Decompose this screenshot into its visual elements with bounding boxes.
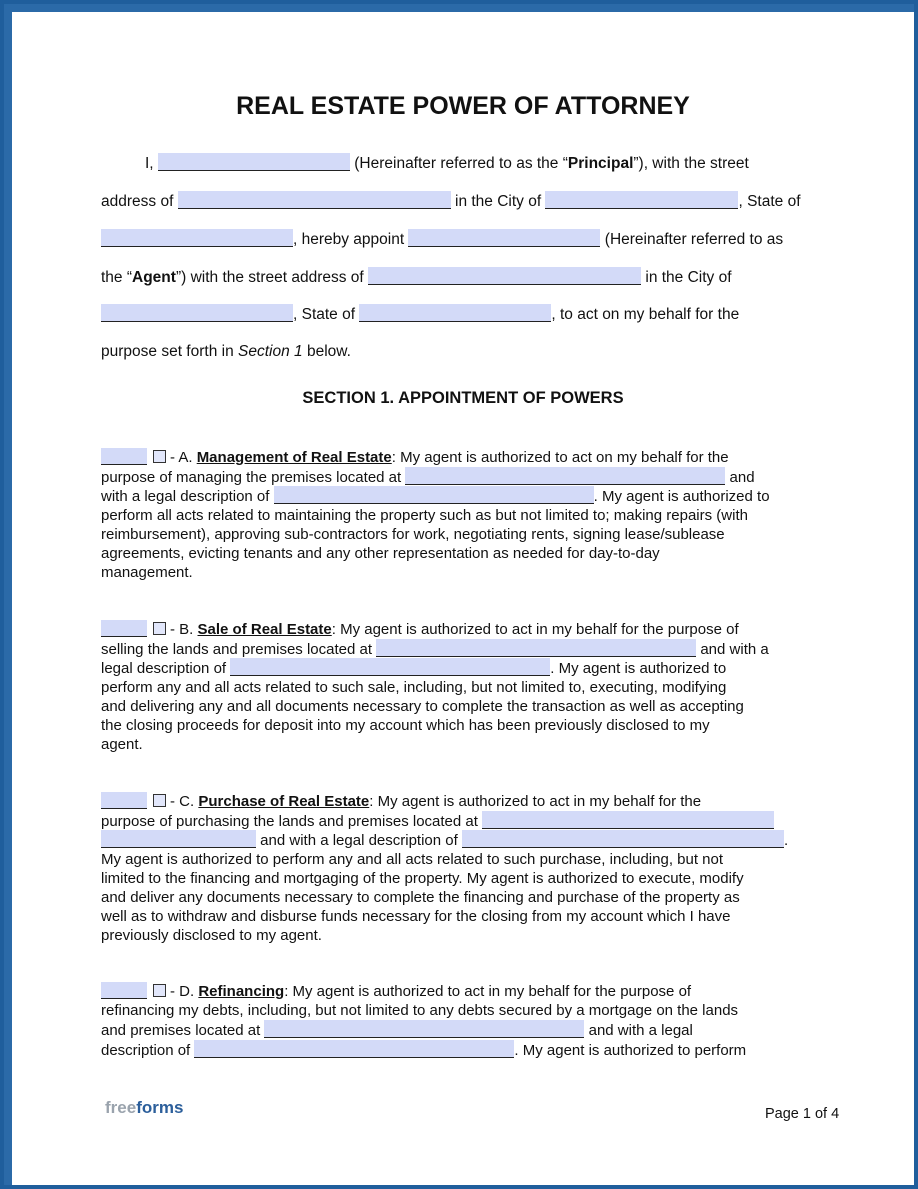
- paragraph-text: previously disclosed to my agent.: [101, 927, 322, 945]
- paragraph-text: My agent is authorized to perform any and all acts related to such purchase, including, but not: [101, 850, 724, 868]
- power-c-heading: Purchase of Real Estate: [198, 793, 370, 810]
- intro-text: , State of: [293, 306, 356, 323]
- intro-text: , hereby appoint: [293, 231, 405, 248]
- principal-name-field[interactable]: [158, 153, 350, 171]
- sale-premises-field[interactable]: [376, 639, 696, 657]
- power-letter: - C.: [170, 793, 199, 810]
- paragraph-text: : My agent is authorized to act in my behalf for the: [369, 793, 702, 810]
- freeforms-logo: [105, 1098, 183, 1118]
- agent-term: Agent: [132, 269, 176, 286]
- intro-text: ”), with the street: [633, 155, 749, 172]
- power-a-paragraph: [101, 448, 821, 582]
- document-page: [12, 12, 914, 1185]
- paragraph-text: with a legal description of: [101, 488, 270, 506]
- paragraph-text: legal description of: [101, 660, 227, 678]
- power-letter: - A.: [170, 449, 197, 466]
- checkbox-c[interactable]: [153, 794, 166, 807]
- intro-text: , to act on my behalf for the: [551, 306, 740, 323]
- paragraph-text: : My agent is authorized to act in my behalf for the purpose of: [331, 621, 739, 638]
- intro-text: in the City of: [641, 269, 732, 286]
- principal-city-field[interactable]: [545, 191, 738, 209]
- paragraph-text: perform all acts related to maintaining the property such as but not limited to; making repairs (with: [101, 506, 748, 524]
- intro-text: ”) with the street address of: [175, 269, 364, 286]
- paragraph-text: and with a: [696, 641, 769, 659]
- power-b-heading: Sale of Real Estate: [197, 621, 332, 638]
- intro-line-2: [101, 191, 801, 212]
- paragraph-text: reimbursement), approving sub-contractors for work, negotiating rents, signing lease/sublease: [101, 525, 725, 543]
- checkbox-d[interactable]: [153, 984, 166, 997]
- paragraph-text: and premises located at: [101, 1022, 261, 1040]
- paragraph-text: agreements, evicting tenants and any other representation as needed for day-to-day: [101, 544, 660, 562]
- paragraph-text: .: [783, 832, 789, 850]
- management-legal-description-field[interactable]: [274, 486, 594, 504]
- principal-term: Principal: [567, 155, 634, 172]
- intro-line-4: [101, 267, 732, 288]
- purchase-premises-field-cont[interactable]: [101, 830, 256, 848]
- paragraph-text: . My agent is authorized to: [593, 488, 770, 506]
- management-premises-field[interactable]: [405, 467, 725, 485]
- section-1-heading: SECTION 1. APPOINTMENT OF POWERS: [302, 389, 624, 407]
- paragraph-text: and with a legal: [584, 1022, 693, 1040]
- paragraph-text: : My agent is authorized to act in my behalf for the purpose of: [284, 983, 692, 1000]
- paragraph-text: and delivering any and all documents necessary to complete the transaction as well as accepting: [101, 697, 744, 715]
- intro-line-5: [101, 304, 739, 325]
- purchase-legal-description-field[interactable]: [462, 830, 784, 848]
- intro-text: purpose set forth in: [101, 343, 238, 360]
- purchase-premises-field[interactable]: [482, 811, 774, 829]
- initials-field-c[interactable]: [101, 792, 147, 809]
- paragraph-text: refinancing my debts, including, but not limited to any debts secured by a mortgage on the lands: [101, 1002, 739, 1020]
- agent-city-field[interactable]: [101, 304, 293, 322]
- paragraph-text: the closing proceeds for deposit into my account which has been previously disclosed to my: [101, 716, 710, 734]
- paragraph-text: agent.: [101, 736, 143, 754]
- paragraph-text: . My agent is authorized to: [550, 660, 727, 678]
- principal-address-field[interactable]: [178, 191, 451, 209]
- paragraph-text: description of: [101, 1041, 191, 1059]
- section-reference: Section 1: [238, 343, 303, 360]
- intro-text: in the City of: [450, 193, 542, 210]
- intro-text: address of: [101, 193, 174, 210]
- intro-text: the “: [101, 269, 133, 286]
- paragraph-text: limited to the financing and mortgaging of the property. My agent is authorized to execute, modify: [101, 869, 744, 887]
- intro-text: (Hereinafter referred to as the “: [349, 155, 568, 172]
- power-d-heading: Refinancing: [198, 983, 285, 1000]
- agent-address-field[interactable]: [368, 267, 641, 285]
- principal-state-field[interactable]: [101, 229, 293, 247]
- intro-line-3: [101, 229, 783, 250]
- paragraph-text: purpose of managing the premises located at: [101, 469, 402, 487]
- intro-text: (Hereinafter referred to as: [600, 231, 784, 248]
- intro-line-1: [145, 153, 749, 174]
- intro-text: , State of: [738, 193, 801, 210]
- initials-field-a[interactable]: [101, 448, 147, 465]
- logo-free-text: free: [105, 1098, 137, 1117]
- power-c-paragraph: [101, 792, 821, 946]
- power-letter: - B.: [170, 621, 198, 638]
- paragraph-text: : My agent is authorized to act on my behalf for the: [391, 449, 729, 466]
- power-a-heading: Management of Real Estate: [196, 449, 392, 466]
- paragraph-text: . My agent is authorized to perform: [514, 1041, 747, 1059]
- paragraph-text: well as to withdraw and disburse funds necessary for the closing from my account which I have: [101, 908, 731, 926]
- checkbox-b[interactable]: [153, 622, 166, 635]
- paragraph-text: purpose of purchasing the lands and premises located at: [101, 813, 478, 831]
- paragraph-text: selling the lands and premises located at: [101, 641, 372, 659]
- sale-legal-description-field[interactable]: [230, 658, 550, 676]
- paragraph-text: management.: [101, 564, 193, 582]
- power-d-paragraph: [101, 982, 821, 1059]
- document-title: REAL ESTATE POWER OF ATTORNEY: [236, 92, 690, 120]
- initials-field-b[interactable]: [101, 620, 147, 637]
- intro-text: below.: [302, 343, 351, 360]
- checkbox-a[interactable]: [153, 450, 166, 463]
- initials-field-d[interactable]: [101, 982, 147, 999]
- refinancing-legal-description-field[interactable]: [194, 1040, 514, 1058]
- power-b-paragraph: [101, 620, 821, 754]
- paragraph-text: and: [725, 469, 755, 487]
- logo-forms-text: forms: [136, 1098, 184, 1117]
- power-letter: - D.: [170, 983, 199, 1000]
- paragraph-text: perform any and all acts related to such sale, including, but not limited to, executing, modifying: [101, 678, 727, 696]
- paragraph-text: and deliver any documents necessary to complete the financing and purchase of the property as: [101, 888, 740, 906]
- intro-text: I,: [145, 155, 154, 172]
- page-number: Page 1 of 4: [765, 1106, 840, 1122]
- intro-line-6: [101, 342, 351, 362]
- refinancing-premises-field[interactable]: [264, 1020, 584, 1038]
- paragraph-text: and with a legal description of: [256, 832, 458, 850]
- agent-state-field[interactable]: [359, 304, 551, 322]
- agent-name-field[interactable]: [408, 229, 600, 247]
